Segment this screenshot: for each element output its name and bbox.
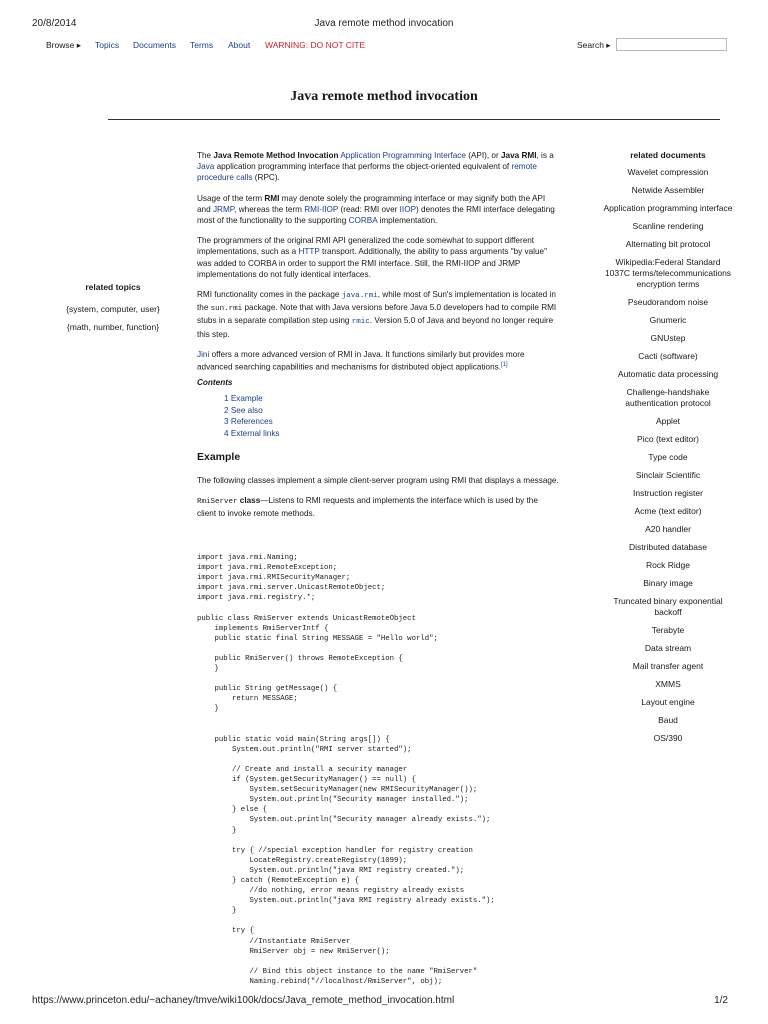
related-document-link[interactable]: Challenge-handshake authentication protocol xyxy=(625,387,711,408)
text: (API), or xyxy=(465,151,501,160)
related-document-link[interactable]: Acme (text editor) xyxy=(634,506,702,516)
related-document-link[interactable]: Pseudorandom noise xyxy=(627,297,709,307)
page-title: Java remote method invocation xyxy=(290,89,478,104)
print-date: 20/8/2014 xyxy=(32,18,77,29)
bold-term: class xyxy=(237,495,261,505)
related-document-link[interactable]: Truncated binary exponential backoff xyxy=(613,596,723,617)
link-http[interactable]: HTTP xyxy=(298,247,320,257)
print-url: https://www.princeton.edu/~achaney/tmve/wiki100k/docs/Java_remote_method_invocation.html xyxy=(32,995,455,1006)
nav-warning[interactable]: WARNING: DO NOT CITE xyxy=(265,40,366,50)
code-rmiserver: RmiServer xyxy=(197,497,238,506)
text: RMI functionality comes in the package xyxy=(197,290,342,300)
text: package. Note that with Java versions before Java 5.0 developers had to compile RMI stubs in a separate compilation step using xyxy=(197,303,557,326)
related-document-link[interactable]: Terabyte xyxy=(651,625,685,635)
nav-topics[interactable]: Topics xyxy=(95,40,120,50)
usage-paragraph xyxy=(197,193,559,227)
related-documents-panel xyxy=(603,150,733,751)
toc-item-see-also[interactable]: 2 See also xyxy=(224,405,263,415)
related-document-link[interactable]: Wikipedia:Federal Standard 1037C terms/telecommunications encryption terms xyxy=(604,257,732,289)
link-rpc[interactable]: remote procedure calls xyxy=(197,162,537,183)
nav-terms[interactable]: Terms xyxy=(190,40,214,50)
code-sun-rmi: sun.rmi xyxy=(210,305,243,314)
related-document-link[interactable]: Distributed database xyxy=(629,542,707,552)
text: ) denotes the RMI interface delegating most of the functionality to the supporting xyxy=(197,204,555,226)
print-page-number: 1/2 xyxy=(714,995,728,1006)
text: , is a xyxy=(536,151,554,160)
related-document-link[interactable]: Binary image xyxy=(643,578,693,588)
top-nav xyxy=(46,36,728,54)
related-document-link[interactable]: Alternating bit protocol xyxy=(625,239,711,249)
nav-about[interactable]: About xyxy=(228,40,251,50)
example-intro-paragraph: The following classes implement a simple client-server program using RMI that displays a message. xyxy=(197,475,559,485)
code-rmic[interactable]: rmic xyxy=(351,318,370,327)
link-iiop[interactable]: IIOP xyxy=(399,204,417,214)
nav-documents[interactable]: Documents xyxy=(133,40,176,50)
related-document-link[interactable]: Scanline rendering xyxy=(632,221,704,231)
related-document-link[interactable]: Pico (text editor) xyxy=(637,434,699,444)
text: , whereas the term xyxy=(234,204,305,214)
related-document-link[interactable]: OS/390 xyxy=(653,733,683,743)
bold-term: Java Remote Method Invocation xyxy=(213,151,339,160)
link-corba[interactable]: CORBA xyxy=(348,216,378,226)
related-document-link[interactable]: XMMS xyxy=(655,679,681,689)
functionality-paragraph xyxy=(197,289,559,340)
related-document-link[interactable]: A20 handler xyxy=(645,524,691,534)
related-document-link[interactable]: Wavelet compression xyxy=(627,167,709,177)
text: (read: RMI over xyxy=(338,204,400,214)
toc-item-references[interactable]: 3 References xyxy=(224,417,273,427)
related-topics-panel xyxy=(52,282,174,340)
code-listing: import java.rmi.Naming; import java.rmi.RemoteException; import java.rmi.RMISecurityManager; import java.rmi.server.UnicastRemoteObject; import java.rmi.registry.*; public class RmiServer extends UnicastRemoteObject implements RmiServerIntf { public static final String MESSAGE = "Hello world"; public RmiServer() throws RemoteException { } public String getMessage() { return MESSAGE; } public static void main(String args[]) { System.out.println("RMI server started"); // Create and install a security manager if (System.getSecurityManager() == null) { System.setSecurityManager(new RMISecurityManager()); System.out.println("Security manager installed."); } else { System.out.println("Security manager already exists."); } try { //special exception handler for registry creation LocateRegistry.createRegistry(1099); System.out.println("java RMI registry created."); } catch (RemoteException e) { //do nothing, error means registry already exists System.out.println("java RMI registry already exists."); } try { //Instantiate RmiServer RmiServer obj = new RmiServer(); // Bind this object instance to the name "RmiServer" Naming.rebind("//localhost/RmiServer", obj); xyxy=(197,554,495,985)
related-document-link[interactable]: Gnumeric xyxy=(649,315,687,325)
related-document-link[interactable]: Rock Ridge xyxy=(646,560,690,570)
related-document-link[interactable]: Netwide Assembler xyxy=(631,185,705,195)
text: , while most of Sun's implementation is located in the xyxy=(197,290,556,313)
table-of-contents xyxy=(197,393,559,439)
text: implementation. xyxy=(377,216,438,226)
related-document-link[interactable]: Cacti (software) xyxy=(638,351,698,361)
toc-item-example[interactable]: 1 Example xyxy=(224,394,263,404)
text: (RPC). xyxy=(252,173,280,183)
related-document-link[interactable]: Data stream xyxy=(644,643,692,653)
citation-link[interactable]: [1] xyxy=(501,362,508,369)
text: transport. Additionally, the ability to pass arguments "by value" was added to CORBA in order to support the RMI interface. Still, the RMI-IIOP and JRMP implementations do not fully identical interfaces. xyxy=(197,247,548,279)
toc-item-external-links[interactable]: 4 External links xyxy=(224,428,280,438)
related-document-link[interactable]: Applet xyxy=(655,416,681,426)
programmers-paragraph xyxy=(197,235,559,280)
text: may denote solely the programming interface or may signify both the API and xyxy=(197,193,546,214)
related-document-link[interactable]: GNUstep xyxy=(650,333,686,343)
rmiserver-description xyxy=(197,495,559,519)
text: The programmers of the original RMI API generalized the code somewhat to support different implementations, such as a xyxy=(197,236,535,257)
article-body xyxy=(197,150,559,528)
related-document-link[interactable]: Baud xyxy=(658,715,678,725)
text: The xyxy=(197,151,214,160)
title-divider xyxy=(108,119,720,120)
text: Usage of the term xyxy=(197,193,265,203)
print-title: Java remote method invocation xyxy=(314,18,454,29)
link-rmi-iiop[interactable]: RMI-IIOP xyxy=(304,204,339,214)
related-document-link[interactable]: Instruction register xyxy=(633,488,703,498)
link-java[interactable]: Java xyxy=(197,162,215,172)
jini-paragraph xyxy=(197,349,559,373)
code-java-rmi[interactable]: java.rmi xyxy=(341,292,378,301)
related-topic-item[interactable]: {system, computer, user} xyxy=(66,304,160,314)
related-document-link[interactable]: Automatic data processing xyxy=(617,369,719,379)
contents-heading: Contents xyxy=(197,377,233,387)
link-jrmp[interactable]: JRMP xyxy=(212,204,235,214)
related-document-link[interactable]: Mail transfer agent xyxy=(632,661,704,671)
related-document-link[interactable]: Type code xyxy=(648,452,688,462)
related-documents-heading: related documents xyxy=(630,150,706,160)
example-heading: Example xyxy=(197,450,241,463)
related-document-link[interactable]: Layout engine xyxy=(641,697,695,707)
link-api[interactable]: Application Programming Interface xyxy=(340,151,466,160)
search-input[interactable] xyxy=(616,38,727,51)
link-jini[interactable]: Jini xyxy=(197,349,210,359)
nav-browse[interactable]: Browse ▸ xyxy=(46,40,81,50)
text: offers a more advanced version of RMI in Java. It functions similarly but provides more advanced searching capabilities and mechanisms for distributed object applications. xyxy=(197,349,525,372)
bold-term: RMI xyxy=(264,193,280,203)
related-document-link[interactable]: Sinclair Scientific xyxy=(635,470,701,480)
search-label[interactable]: Search ▸ xyxy=(577,40,611,50)
text: . Version 5.0 of Java and beyond no longer require this step. xyxy=(197,316,554,339)
intro-paragraph xyxy=(197,150,559,184)
related-document-link[interactable]: Application programming interface xyxy=(603,203,733,213)
related-topic-item[interactable]: {math, number, function} xyxy=(66,322,160,332)
related-topics-heading: related topics xyxy=(85,282,141,292)
text: application programming interface that performs the object-oriented equivalent of xyxy=(214,162,512,172)
text: —Listens to RMI requests and implements the interface which is used by the client to invoke remote methods. xyxy=(197,495,538,519)
bold-term: Java RMI xyxy=(500,151,537,160)
